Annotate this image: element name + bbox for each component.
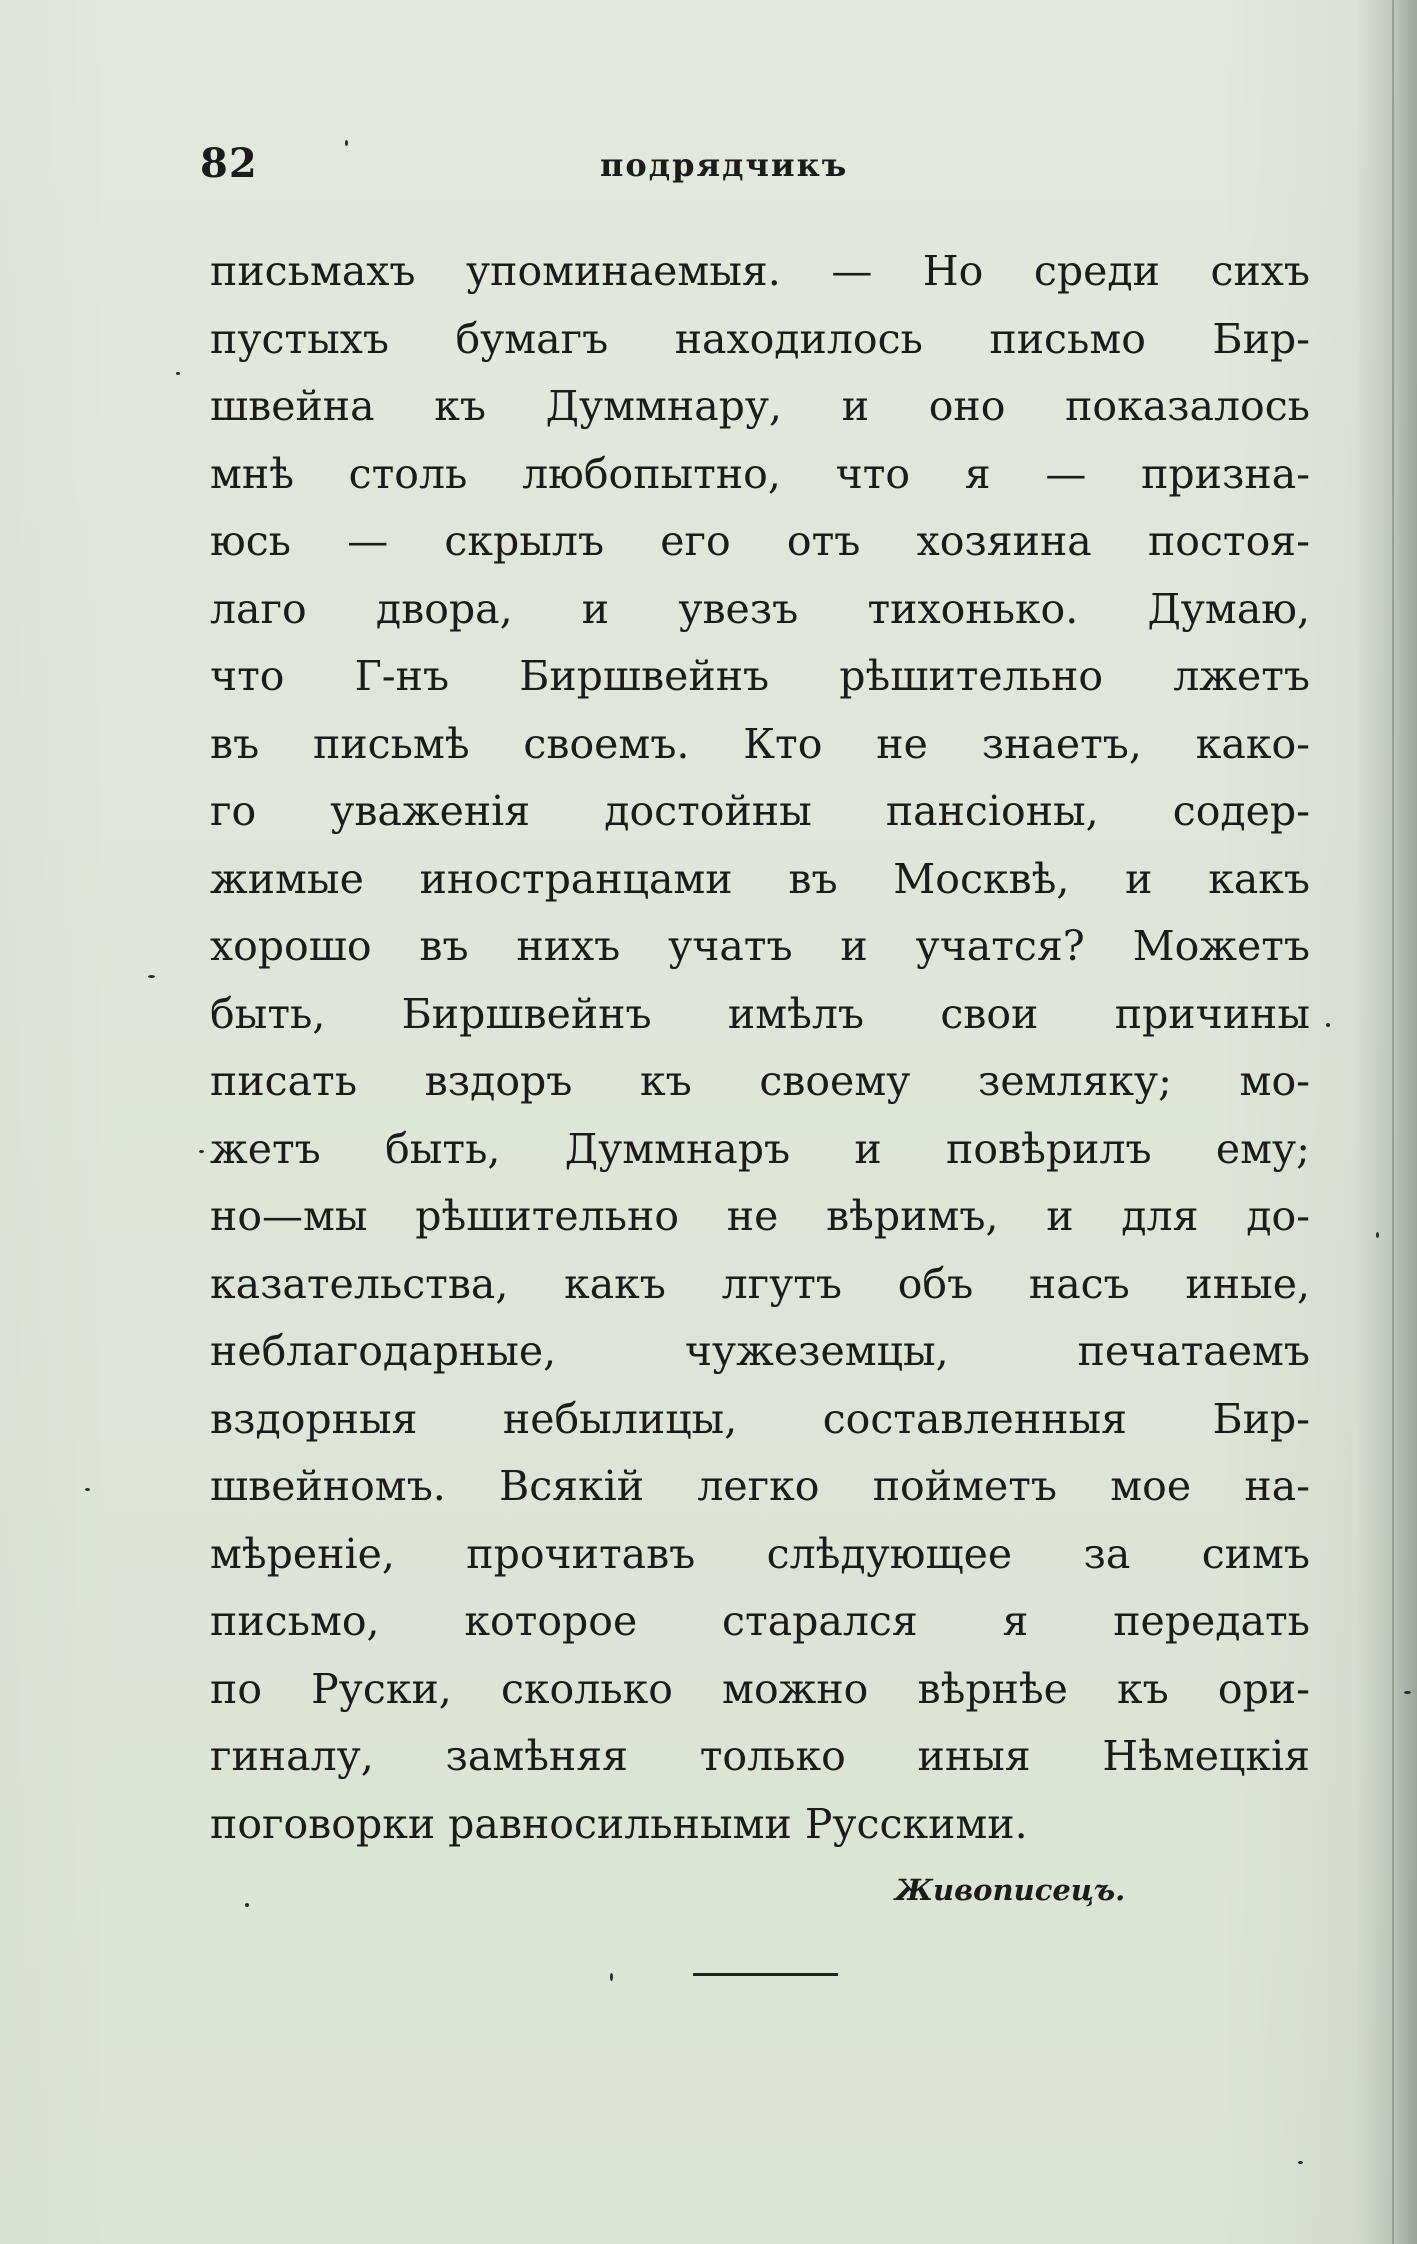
page-number: 82 (200, 140, 258, 187)
gutter-line (1392, 0, 1394, 2244)
print-speck (1376, 1232, 1379, 1238)
text-line: юсь — скрылъ его отъ хозяина постоя- (210, 517, 1310, 565)
text-line: что Г-нъ Биршвейнъ рѣшительно лжетъ (210, 652, 1310, 700)
print-speck (1298, 2161, 1303, 2164)
text-line: быть, Биршвейнъ имѣлъ свои причины (210, 989, 1310, 1038)
text-line: лаго двора, и увезъ тихонько. Думаю, (210, 584, 1310, 633)
text-line: неблагодарные, чужеземцы, печатаемъ (210, 1327, 1310, 1375)
text-line: письмо, которое старался я передать (210, 1597, 1310, 1645)
print-speck (148, 975, 155, 978)
text-line: швейномъ. Всякій легко пойметъ мое на- (210, 1462, 1310, 1510)
text-line: жимые иностранцами въ Москвѣ, и какъ (210, 854, 1310, 903)
print-speck (1404, 1691, 1411, 1694)
print-speck (345, 140, 348, 146)
print-speck (245, 1903, 249, 1907)
text-line: хорошо въ нихъ учатъ и учатся? Можетъ (210, 922, 1310, 970)
text-line: поговорки равносильными Русскими. (210, 1799, 1028, 1848)
page-gutter-shadow (1357, 0, 1417, 2244)
page-header (200, 140, 1310, 190)
text-line: но—мы рѣшительно не вѣримъ, и для до- (210, 1192, 1310, 1240)
text-line: гиналу, замѣняя только иныя Нѣмецкія (210, 1732, 1310, 1780)
print-speck (176, 372, 180, 375)
text-line: жетъ быть, Думмнаръ и повѣрилъ ему; (210, 1124, 1310, 1173)
print-speck (85, 1488, 90, 1491)
text-line: го уваженія достойны пансіоны, содер- (210, 787, 1310, 835)
text-line: письмахъ упоминаемыя. — Но среди сихъ (210, 247, 1310, 295)
text-line: по Руски, сколько можно вѣрнѣе къ ори- (210, 1664, 1310, 1713)
text-line: пустыхъ бумагъ находилось письмо Бир- (210, 314, 1310, 363)
running-title: подрядчикъ (600, 146, 849, 184)
print-speck (199, 1150, 204, 1153)
print-speck (1326, 1023, 1330, 1027)
text-line: въ письмѣ своемъ. Кто не знаетъ, како- (210, 719, 1310, 768)
print-speck (610, 1973, 613, 1981)
signature: Живописецъ. (895, 1873, 1126, 1907)
text-line: вздорныя небылицы, составленныя Бир- (210, 1394, 1310, 1443)
text-line: писать вздоръ къ своему земляку; мо- (210, 1057, 1310, 1105)
body-text (210, 238, 1310, 1858)
text-line: швейна къ Думмнару, и оно показалось (210, 382, 1310, 430)
text-line: казательства, какъ лгутъ объ насъ иные, (210, 1259, 1310, 1308)
text-line: мнѣ столь любопытно, что я — призна- (210, 449, 1310, 498)
text-line: мѣреніе, прочитавъ слѣдующее за симъ (210, 1529, 1310, 1578)
section-divider-rule (693, 1973, 838, 1976)
